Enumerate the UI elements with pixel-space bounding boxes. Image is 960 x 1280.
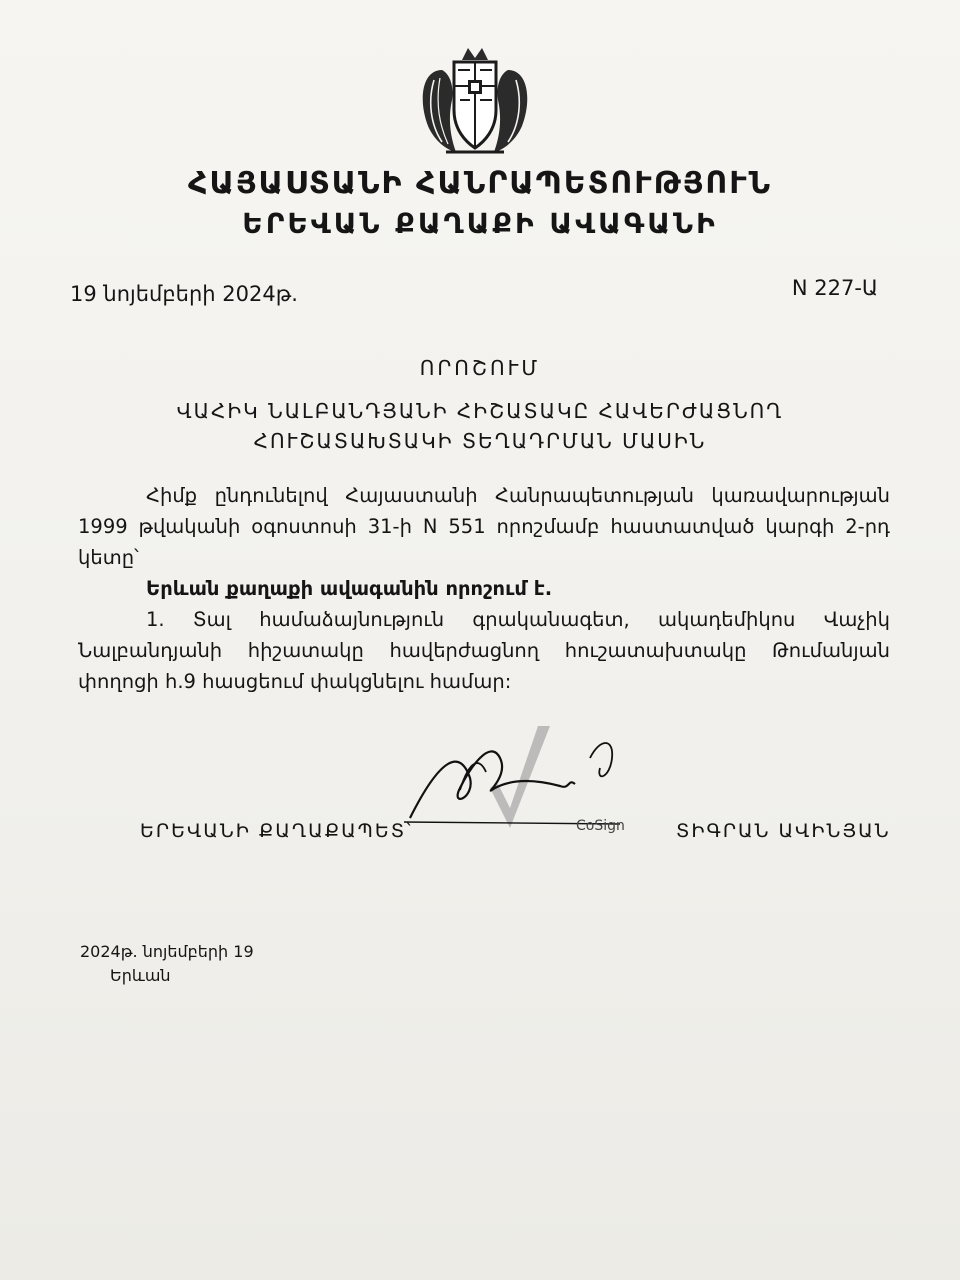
decision-label: ՈՐՈՇՈՒՄ [419, 356, 541, 380]
document-number: N 227-Ա [791, 276, 878, 300]
document-body [78, 480, 890, 697]
footer-city: Երևան [110, 966, 171, 985]
resolution-line: Երևան քաղաքի ավագանին որոշում է. [146, 577, 553, 600]
svg-text:CoSign: CoSign [576, 818, 625, 834]
footer-date: 2024թ. նոյեմբերի 19 [80, 942, 254, 961]
republic-title: ՀԱՅԱՍՏԱՆԻ ՀԱՆՐԱՊԵՏՈՒԹՅՈՒՆ [187, 166, 773, 201]
coat-of-arms-emblem [412, 40, 538, 160]
decision-heading [0, 396, 960, 456]
heading-line-1: ՎԱՀԻԿ ՆԱԼԲԱՆԴՅԱՆԻ ՀԻՇԱՏԱԿԸ ՀԱՎԵՐԺԱՑՆՈՂ [176, 399, 784, 423]
council-title: ԵՐԵՎԱՆ ՔԱՂԱՔԻ ԱՎԱԳԱՆԻ [242, 207, 718, 240]
signer-title: ԵՐԵՎԱՆԻ ՔԱՂԱՔԱՊԵՏ՝ [140, 820, 413, 842]
item-1: 1. Տալ համաձայնություն գրականագետ, ակադեմիկոս Վաչիկ Նալբանդյանի հիշատակը հավերժացնող հուշատախտակը Թումանյան փողոցի հ.9 հասցեում փակցնելու համար: [78, 608, 890, 693]
document-date: 19 նոյեմբերի 2024թ. [70, 282, 298, 306]
signer-name: ՏԻԳՐԱՆ ԱՎԻՆՅԱՆ [676, 820, 891, 842]
heading-line-2: ՀՈՒՇԱՏԱԽՏԱԿԻ ՏԵՂԱԴՐՄԱՆ ՄԱՍԻՆ [253, 429, 707, 453]
basis-paragraph: Հիմք ընդունելով Հայաստանի Հանրապետության կառավարության 1999 թվականի օգոստոսի 31-ի N 551 որոշմամբ հաստատված կարգի 2-րդ կետը՝ [78, 484, 890, 569]
handwritten-signature [400, 718, 650, 848]
